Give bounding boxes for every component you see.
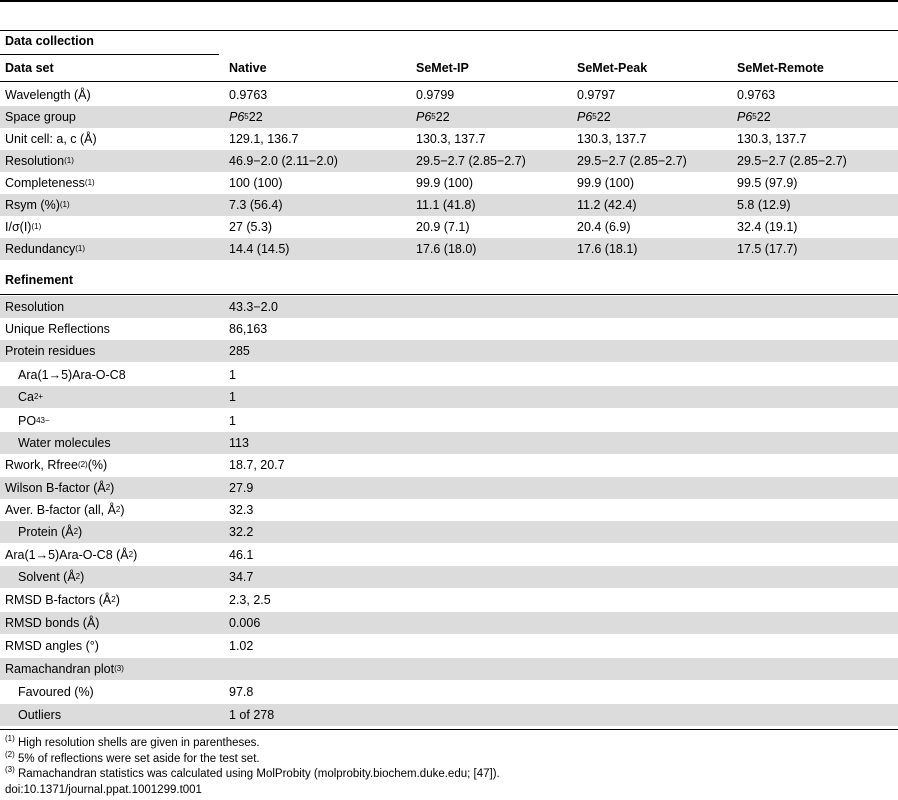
row-label: Unique Reflections [5,322,110,336]
cell-value: 1 of 278 [229,708,275,722]
row-label: RMSD B-factors (Å 2 ) [5,593,120,607]
cell-native: 7.3 (56.4) [229,198,283,212]
cell-value: 2.3, 2.5 [229,593,271,607]
cell-semet-peak: 11.2 (42.4) [577,198,637,212]
row-label: Ramachandran plot (3) [5,662,124,676]
row-label: Redundancy (1) [5,242,85,256]
cell-semet-remote: 130.3, 137.7 [737,132,807,146]
cell-value: 0.006 [229,616,261,630]
cell-native: P6 5 22 [229,110,263,124]
cell-value: 1 [229,414,236,428]
footnote: $^{(2)}$ 5% of reflections were set aside for the test set. [5,749,260,765]
cell-native: 100 (100) [229,176,283,190]
cell-semet-peak: 130.3, 137.7 [577,132,647,146]
cell-value: 285 [229,344,250,358]
cell-semet-ip: 0.9799 [416,88,455,102]
table-row [0,340,898,362]
section-title-refinement [0,268,898,292]
cell-semet-ip: 20.9 (7.1) [416,220,470,234]
section-title-text: Refinement [5,273,74,287]
table-row [0,128,898,150]
cell-semet-ip: P6 5 22 [416,110,450,124]
table-row [0,410,898,432]
footnote: $^{(1)}$ High resolution shells are given in parentheses. [5,734,260,749]
table-row [0,521,898,543]
cell-value: 1 [229,368,236,382]
table-row [0,216,898,238]
table-row [0,612,898,634]
table-row [0,589,898,611]
cell-semet-peak: 99.9 (100) [577,176,634,190]
cell-value: 46.1 [229,548,254,562]
table-row [0,704,898,726]
table-row [0,635,898,657]
cell-semet-remote: P6 5 22 [737,110,771,124]
row-label: Space group [5,110,76,124]
cell-value: 18.7, 20.7 [229,458,285,472]
cell-semet-peak: 20.4 (6.9) [577,220,631,234]
cell-value: 1.02 [229,639,254,653]
cell-semet-ip: 29.5−2.7 (2.85−2.7) [416,154,526,168]
table-row [0,150,898,172]
doi-link[interactable]: doi:10.1371/journal.ppat.1001299.t001 [5,783,202,796]
cell-native: 14.4 (14.5) [229,242,290,256]
cell-native: 27 (5.3) [229,220,273,234]
cell-value: 32.2 [229,525,254,539]
cell-native: 129.1, 136.7 [229,132,299,146]
cell-semet-peak: P6 5 22 [577,110,611,124]
row-label: PO 4 3− [18,414,50,428]
row-label: Resolution (1) [5,154,74,168]
cell-semet-peak: 17.6 (18.1) [577,242,638,256]
table-bottom-rule [0,729,898,730]
row-label: Ara(1→5)Ara-O-C8 (Å 2 ) [5,548,138,562]
row-label: Protein (Å 2 ) [18,525,83,539]
cell-semet-ip: 99.9 (100) [416,176,473,190]
cell-native: 0.9763 [229,88,268,102]
refinement-rule [0,294,898,295]
table-row [0,238,898,260]
footnote: $^{(3)}$ Ramachandran statistics was calculated using MolProbity (molprobity.biochem.duke.edu; [47]). [5,765,500,780]
column-header-semet-ip: SeMet-IP [416,61,469,75]
row-label: RMSD bonds (Å) [5,616,100,630]
row-label: Wavelength (Å) [5,88,91,102]
column-header-semet-remote: SeMet-Remote [737,61,824,75]
cell-semet-remote: 0.9763 [737,88,776,102]
section-underline [0,54,219,55]
table-row [0,106,898,128]
row-label: Ca 2+ [18,390,44,404]
table-row [0,499,898,521]
row-label: Outliers [18,708,62,722]
cell-semet-peak: 29.5−2.7 (2.85−2.7) [577,154,687,168]
cell-value: 27.9 [229,481,254,495]
cell-semet-remote: 99.5 (97.9) [737,176,798,190]
section-title-data-collection [0,29,898,53]
cell-semet-ip: 11.1 (41.8) [416,198,476,212]
table-row [0,681,898,703]
cell-value: 97.8 [229,685,254,699]
table-row [0,454,898,476]
row-label: Rsym (%) (1) [5,198,70,212]
row-label: Resolution [5,300,65,314]
cell-semet-peak: 0.9797 [577,88,616,102]
row-label: Water molecules [18,436,111,450]
table-row [0,544,898,566]
cell-value: 86,163 [229,322,268,336]
table-row [0,194,898,216]
cell-semet-remote: 32.4 (19.1) [737,220,798,234]
table-row [0,172,898,194]
row-label: Solvent (Å 2 ) [18,570,85,584]
table-row [0,566,898,588]
cell-semet-remote: 29.5−2.7 (2.85−2.7) [737,154,847,168]
table-row [0,296,898,318]
row-label: Aver. B-factor (all, Å 2 ) [5,503,125,517]
table-row [0,84,898,106]
cell-semet-remote: 17.5 (17.7) [737,242,798,256]
header-bottom-rule [0,81,898,82]
cell-value: 1 [229,390,236,404]
row-label: Favoured (%) [18,685,94,699]
table-row [0,432,898,454]
table-row [0,364,898,386]
cell-semet-remote: 5.8 (12.9) [737,198,791,212]
cell-value: 113 [229,436,249,450]
row-label: Ara(1→5)Ara-O-C8 [18,368,126,382]
table-row [0,386,898,408]
column-header-native: Native [229,61,267,75]
footnotes [5,736,500,798]
cell-value: 43.3−2.0 [229,300,279,314]
cell-native: 46.9−2.0 (2.11−2.0) [229,154,338,168]
row-label: Unit cell: a, c (Å) [5,132,97,146]
section-title-text: Data collection [5,34,94,48]
table-row [0,477,898,499]
column-header-semet-peak: SeMet-Peak [577,61,648,75]
cell-value: 34.7 [229,570,254,584]
row-label: Completeness (1) [5,176,95,190]
table-row [0,318,898,340]
cell-value: 32.3 [229,503,254,517]
row-label: Protein residues [5,344,96,358]
table-top-rule [0,0,898,2]
row-label: Wilson B-factor (Å 2 ) [5,481,115,495]
row-label: Rwork, Rfree (2) (%) [5,458,108,472]
table-row [0,658,898,680]
cell-semet-ip: 17.6 (18.0) [416,242,477,256]
column-header-label: Data set [5,61,54,75]
column-header-row [0,57,898,79]
cell-semet-ip: 130.3, 137.7 [416,132,486,146]
row-label: I/σ(I) (1) [5,220,42,234]
row-label: RMSD angles (°) [5,639,99,653]
